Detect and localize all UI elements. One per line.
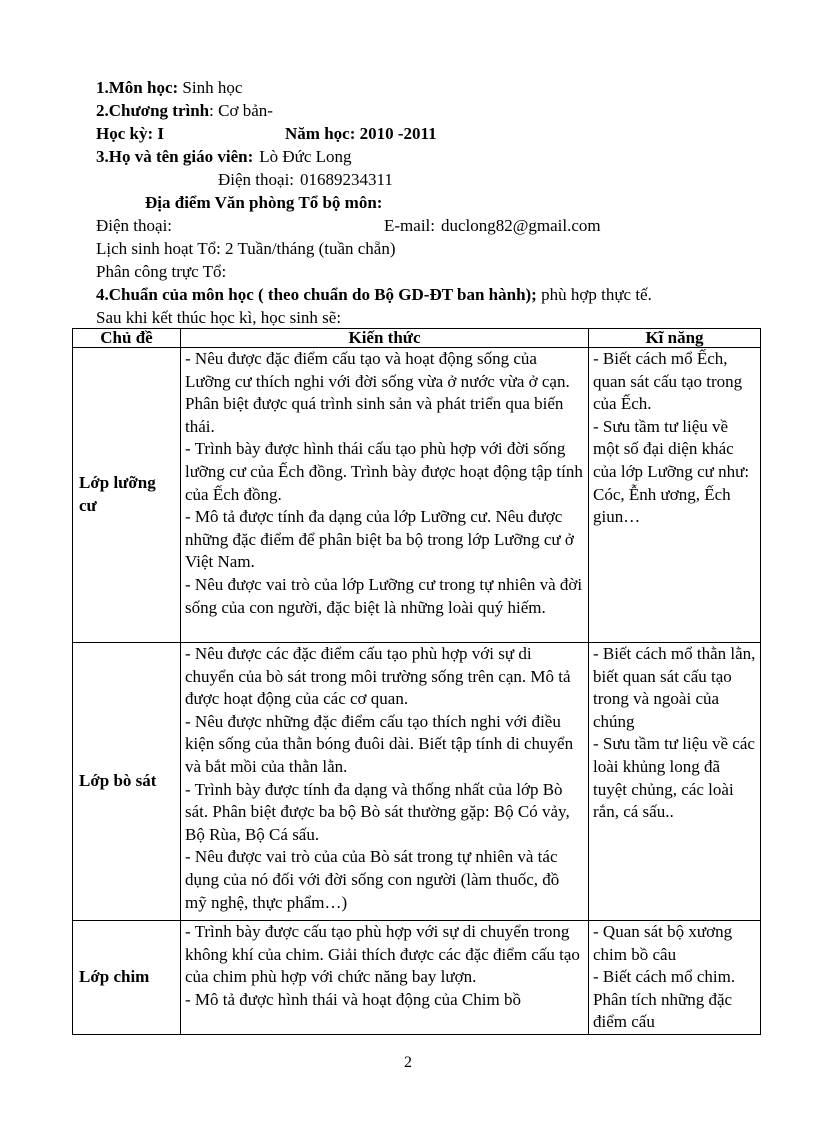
teacher-name: Lò Đức Long — [259, 147, 352, 166]
email-label: E-mail: — [384, 216, 435, 235]
email-group — [384, 215, 601, 236]
knowledge-item: - Trình bày được hình thái cấu tạo phù hợp với đời sống lưỡng cư của Ếch đồng. Trình bày được hoạt động tập tính của Ếch đồng. — [185, 439, 583, 504]
row-skills — [589, 643, 761, 921]
row-topic: Lớp chim — [73, 921, 181, 1035]
standard-label: 4.Chuẩn của môn học ( theo chuẩn do Bộ GD-ĐT ban hành); — [96, 285, 537, 304]
subject-value: Sinh học — [178, 78, 243, 97]
table-header-row — [73, 329, 761, 348]
row-knowledge — [181, 921, 589, 1035]
row-topic: Lớp lưỡng cư — [73, 348, 181, 643]
teacher-phone-line — [218, 169, 393, 190]
subject-label: 1.Môn học: — [96, 78, 179, 97]
curriculum-table — [72, 328, 761, 1035]
year-label: Năm học: 2010 -2011 — [285, 124, 437, 143]
skill-item: - Quan sát bộ xương chim bồ câu — [593, 922, 733, 964]
row-skills — [589, 921, 761, 1035]
term-line — [96, 123, 437, 144]
knowledge-item: - Mô tả được hình thái và hoạt động của Chim bồ — [185, 989, 521, 1009]
teacher-line — [96, 146, 352, 167]
term-label: Học kỳ: I — [96, 124, 164, 143]
phone-value: 01689234311 — [300, 170, 393, 189]
duty-assignment: Phân công trực Tổ: — [96, 262, 227, 281]
meeting-schedule: Lịch sinh hoạt Tổ: 2 Tuần/tháng (tuần chẵn) — [96, 239, 396, 258]
standard-line — [96, 284, 652, 305]
knowledge-item: - Nêu được các đặc điểm cấu tạo phù hợp với sự di chuyển của bò sát trong môi trường sống trên cạn. Mô tả được hoạt động của các cơ quan. — [185, 644, 571, 709]
row-knowledge — [181, 643, 589, 921]
table-row — [73, 921, 761, 1035]
subject-line — [96, 77, 242, 98]
skill-item: - Biết cách mổ Ếch, quan sát cấu tạo trong của Ếch. — [593, 349, 743, 414]
knowledge-item: - Nêu được những đặc điểm cấu tạo thích nghi với điều kiện sống của thằn bóng đuôi dài. Biết tập tính di chuyển và bắt mồi của thằn lằn. — [185, 711, 574, 776]
email-value: duclong82@gmail.com — [440, 216, 601, 235]
knowledge-item: - Mô tả được tính đa dạng của lớp Lưỡng cư. Nêu được những đặc điểm để phân biệt ba bộ trong lớp Lưỡng cư ở Việt Nam. — [185, 507, 574, 572]
row-knowledge — [181, 348, 589, 643]
skill-item: - Biết cách mổ chim. Phân tích những đặc điểm cấu — [593, 967, 736, 1032]
phone-label: Điện thoại: — [218, 170, 295, 189]
knowledge-item: - Nêu được đặc điểm cấu tạo và hoạt động sống của Lưỡng cư thích nghi với đời sống vừa ở nước vừa ở cạn. Phân biệt được quá trình sinh sản và phát triển qua biến thái. — [185, 349, 570, 436]
program-label: 2.Chương trình — [96, 101, 210, 120]
header-skills: Kĩ năng — [589, 329, 761, 348]
skill-item: - Sưu tầm tư liệu về một số đại diện khác của lớp Lưỡng cư như: Cóc, Ễnh ương, Ếch giun… — [593, 416, 750, 527]
standard-value: phù hợp thực tế. — [536, 285, 652, 304]
row-skills — [589, 348, 761, 643]
program-line — [96, 100, 273, 121]
program-value: : Cơ bản- — [209, 101, 273, 120]
header-knowledge: Kiến thức — [181, 329, 589, 348]
knowledge-item: - Nêu được vai trò của lớp Lưỡng cư trong tự nhiên và đời sống của con người, đặc biệt là những loài quý hiếm. — [185, 574, 583, 617]
intro-line: Sau khi kết thúc học kì, học sinh sẽ: — [96, 308, 342, 327]
knowledge-item: - Trình bày được tính đa dạng và thống nhất của lớp Bò sát. Phân biệt được ba bộ Bò sát thường gặp: Bộ Có vảy, Bộ Rùa, Bộ Cá sấu. — [185, 779, 570, 844]
row-topic: Lớp bò sát — [73, 643, 181, 921]
knowledge-item: - Nêu được vai trò của của Bò sát trong tự nhiên và tác dụng của nó đối với đời sống con người (làm thuốc, đồ mỹ nghệ, thực phẩm…) — [185, 847, 560, 912]
office-phone-label: Điện thoại: — [96, 216, 173, 235]
knowledge-item: - Trình bày được cấu tạo phù hợp với sự di chuyển trong không khí của chim. Giải thích được các đặc điểm cấu tạo của chim phù hợp với chức năng bay lượn. — [185, 922, 580, 987]
skill-item: - Biết cách mổ thằn lằn, biết quan sát cấu tạo trong và ngoài của chúng — [593, 644, 756, 731]
header-topic: Chủ đề — [73, 329, 181, 348]
office-contact-line — [96, 215, 601, 236]
table-row — [73, 348, 761, 643]
skill-item: - Sưu tầm tư liệu về các loài khủng long đã tuyệt chủng, các loài rắn, cá sấu.. — [593, 734, 755, 822]
table-row — [73, 643, 761, 921]
office-label: Địa điểm Văn phòng Tổ bộ môn: — [145, 193, 383, 212]
page-number: 2 — [404, 1054, 412, 1071]
teacher-label: 3.Họ và tên giáo viên: — [96, 147, 254, 166]
